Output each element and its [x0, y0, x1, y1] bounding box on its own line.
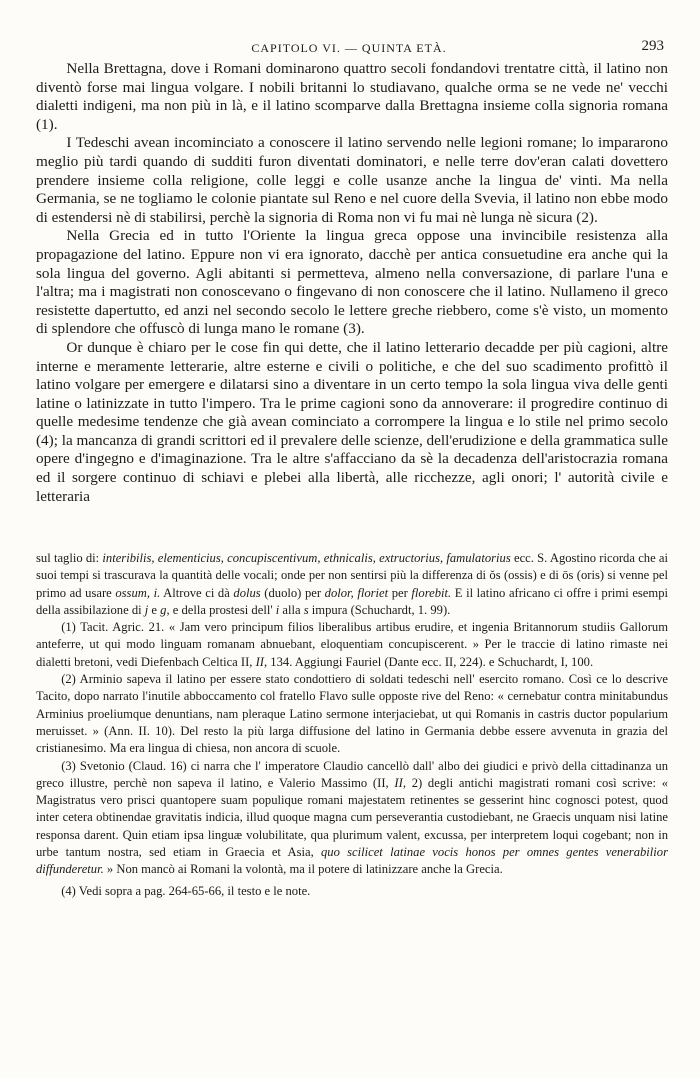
italic-run: dolor, floriet [324, 585, 389, 600]
paragraph-britain: Nella Brettagna, dove i Romani dominarono quattro secoli fondandovi trentatre città, il latino non diventò forse mai lingua volgare. I nobili britanni lo studiavano, qualche orma se ne vede ne' vecchi dialetti indigeni, ma non più in là, e il latino scomparve dalla Brettagna insieme colla signoria romana (1). [36, 60, 668, 133]
footnote-continuation: sul taglio di: interibilis, elementicius, concupiscentivum, ethnicalis, extructorius, famulatorius ecc. S. Agostino ricorda che ai suoi tempi si trascurava la quantità delle vocali; onde per non sentirsi più la differenza di ŏs (ossis) e di ōs (oris) si venne pel primo ad usare ossum, i. Altrove ci dà dolus (duolo) per dolor, floriet per florebit. E il latino africano ci offre i primi esempi della assibilazione di j e g, e della prostesi dell' i alla s impura (Schuchardt, 1. 99). [36, 551, 669, 617]
italic-run: dolus [233, 585, 261, 600]
footnote-3: (3) Svetonio (Claud. 16) ci narra che l' imperatore Claudio cancellò dall' albo dei giudici e privò della cittadinanza un greco illustre, perchè non sapeva il latino, e Valerio Massimo (II, II, 2) degli antichi magistrati romani così scrive: « Magistratus vero prisci quantopere suam populique romani majestatem retinentes se gesserint hinc cognosci potest, quod inter cetera obtinendae gravitatis indicia, illud quoque magna cum perseverantia custodiebant, ne Graecis unquam nisi latine responsa darent. Quin etiam ipsa linguæ volubilitate, qua plurimum valent, excussa, per interpretem loqui cogebant; non in urbe tantum nostra, sed etiam in Graecia et Asia, quo scilicet latinae vocis honos per omnes gentes venerabilior diffunderetur. » Non mancò ai Romani la volontà, ma il potere di latinizzare anche la Grecia. [36, 758, 669, 877]
italic-run: i [275, 602, 280, 617]
footnote-4: (4) Vedi sopra a pag. 264-65-66, il testo e le note. [61, 883, 311, 898]
paragraph-germans: I Tedeschi avean incominciato a conoscere il latino servendo nelle legioni romane; lo impararono meglio più tardi quando di sudditi furon diventati dominatori, e nelle terre dov'eran calati dovettero prendere insieme colla religione, colle leggi e colle usanze anche la lingua de' vinti. Ma nella Germania, se ne togliamo le colonie piantate sul Reno e nel cuore della Svevia, il latino non ebbe modo di estendersi nè di stabilirsi, perchè la signoria di Roma non vi fu mai nè lunga nè sicura (2). [36, 134, 668, 226]
italic-run: ossum, i. [115, 585, 161, 600]
italic-run: florebit. [411, 585, 452, 600]
italic-run: quo scilicet latinae vocis honos per omnes gentes venerabilior diffunderetur. [36, 845, 668, 877]
footnotes [36, 550, 668, 900]
footnote-2: (2) Arminio sapeva il latino per essere stato condottiero di soldati tedeschi nell' esercito romano. Così ce lo descrive Tacito, dopo narrato l'inutile abboccamento col fratello Flavo sulle opposte rive del Reno: « cernebatur contra minitabundus Arminius proeliumque denuntians, nam pleraque Latino sermone interjaciebat, ut qui Romanis in castris ductor popularium meruisset. » (Ann. II. 10). Del resto la più larga diffusione del latino in Germania debbe essere avvenuta in grazia del cristianesimo. Ma era lingua di chiesa, non ancora di scuole. [36, 672, 668, 756]
italic-run: interibilis, elementicius, concupiscentivum, ethnicalis, extructorius, famulatorius [102, 551, 511, 565]
paragraph-causes: Or dunque è chiaro per le cose fin qui dette, che il latino letterario decadde per più cagioni, altre interne e meramente letterarie, altre esterne e civili o politiche, e che del suo scadimento profittò il latino volgare per emergere e dilatarsi sino a diventare in un certo tempo la sola lingua viva delle genti latine o latinizzate in tutto l'impero. Tra le prime cagioni sono da annoverare: il progredire continuo di quelle medesime tendenze che già avean cominciato a corrompere la lingua e lo stile nel primo secolo (4); la mancanza di grandi scrittori ed il prevalere delle scienze, dell'erudizione e della grammatica sulle opere d'ingegno e d'imaginazione. Tra le altre s'affacciano da sè la decadenza dell'aristocrazia romana ed il sorgere continuo di schiavi e plebei alla libertà, alle ricchezze, agli onori; l' autorità civile e letteraria [36, 338, 668, 505]
page-header [34, 38, 664, 58]
footnote-1: (1) Tacit. Agric. 21. « Jam vero principum filios liberalibus artibus erudire, et ingenia Britannorum studiis Gallorum anteferre, ut qui modo linguam romanam abnuebant, eloquentiam concupiscerent. » Per le traccie di latino rimaste nei dialetti bretoni, vedi Diefenbach Celtica II, II, 134. Aggiungi Fauriel (Dante ecc. II, 224). e Schuchardt, I, 100. [36, 620, 668, 669]
running-head: CAPITOLO VI. — QUINTA ETÀ. [251, 41, 447, 55]
main-text [36, 60, 668, 506]
italic-run: II [255, 654, 264, 669]
page-number: 293 [641, 38, 664, 54]
italic-run: g [160, 602, 167, 617]
paragraph-greece: Nella Grecia ed in tutto l'Oriente la lingua greca oppose una invincibile resistenza alla propagazione del latino. Eppure non vi era ignorato, dacchè per antica consuetudine era anche qui la sola lingua del governo. Agli abitanti si permetteva, almeno nella conversazione, di parlare l'una e l'altra; ma i magistrati non conoscevano o fingevano di non conoscere che il latino. Nullameno il greco resistette dapertutto, ed anzi nel secondo secolo le lettere greche riebbero, come s'è visto, un momento di splendore che offuscò di lunga mano le romane (3). [36, 227, 668, 338]
italic-run: II [394, 775, 403, 790]
italic-run: s [303, 602, 309, 617]
italic-run: j [144, 602, 149, 617]
